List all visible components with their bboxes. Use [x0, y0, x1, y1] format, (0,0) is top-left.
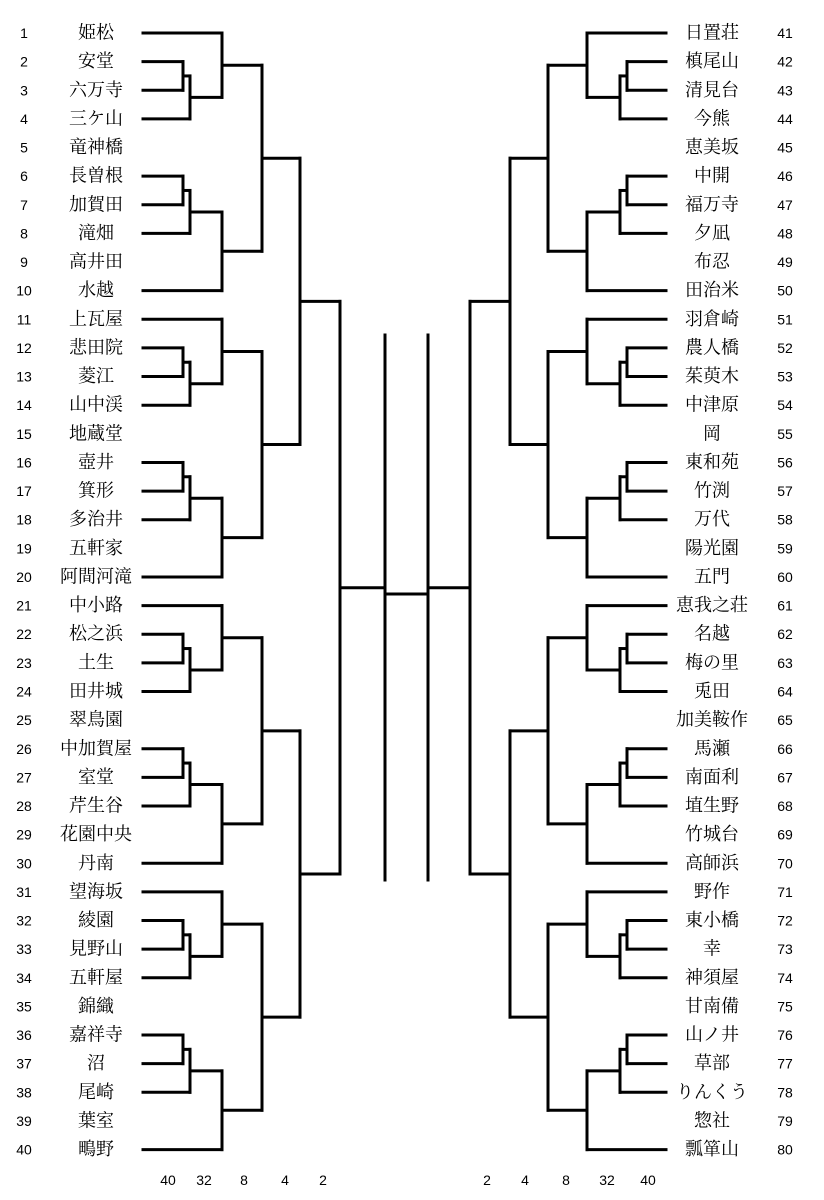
- team-name: 五軒家: [69, 537, 123, 559]
- team-name: 梅の里: [685, 652, 739, 674]
- team-name: 羽倉崎: [685, 308, 739, 330]
- team-name: 花園中央: [60, 824, 132, 846]
- seed-number: 40: [16, 1141, 32, 1158]
- seed-number: 59: [777, 540, 793, 557]
- team-name: 松之浜: [69, 623, 123, 645]
- team-name: 農人橋: [685, 337, 739, 359]
- seed-number: 26: [16, 740, 32, 757]
- team-name: 中加賀屋: [60, 738, 132, 760]
- team-name: 茱萸木: [685, 366, 739, 388]
- seed-number: 73: [777, 941, 793, 958]
- team-name: 山ノ井: [685, 1024, 739, 1046]
- team-name: 芹生谷: [69, 795, 123, 817]
- seed-number: 77: [777, 1055, 793, 1072]
- team-name: 望海坂: [69, 881, 123, 903]
- seed-number: 80: [777, 1141, 793, 1158]
- seed-number: 42: [777, 53, 793, 70]
- team-name: 鴫野: [78, 1139, 114, 1161]
- team-name: 日置荘: [685, 22, 739, 44]
- seed-number: 30: [16, 855, 32, 872]
- team-name: 箕形: [78, 480, 114, 502]
- seed-number: 50: [777, 282, 793, 299]
- seed-number: 20: [16, 568, 32, 585]
- seed-number: 69: [777, 826, 793, 843]
- round-label: 4: [521, 1172, 529, 1188]
- seed-number: 67: [777, 769, 793, 786]
- seed-number: 65: [777, 712, 793, 729]
- seed-number: 1: [20, 25, 28, 41]
- team-name: 地蔵堂: [69, 423, 123, 445]
- team-name: 瓢箪山: [685, 1139, 739, 1161]
- seed-number: 49: [777, 254, 793, 271]
- seed-number: 79: [777, 1112, 793, 1129]
- round-label: 4: [281, 1172, 289, 1188]
- seed-number: 58: [777, 511, 793, 528]
- seed-number: 32: [16, 912, 32, 929]
- seed-number: 68: [777, 798, 793, 815]
- seed-number: 22: [16, 626, 32, 643]
- team-name: 高井田: [69, 251, 123, 273]
- round-label: 8: [240, 1172, 248, 1188]
- team-name: 埴生野: [685, 795, 739, 817]
- round-label: 2: [319, 1172, 327, 1188]
- seed-number: 17: [16, 483, 32, 500]
- team-name: 室堂: [78, 766, 114, 788]
- seed-number: 4: [20, 110, 28, 127]
- seed-number: 13: [16, 368, 32, 385]
- seed-number: 31: [16, 883, 32, 900]
- team-name: 加美鞍作: [676, 709, 748, 731]
- team-name: 上瓦屋: [69, 308, 123, 330]
- seed-number: 56: [777, 454, 793, 471]
- seed-number: 28: [16, 798, 32, 815]
- seed-number: 33: [16, 941, 32, 958]
- seed-number: 62: [777, 626, 793, 643]
- team-name: 神須屋: [685, 967, 739, 989]
- seed-number: 25: [16, 712, 32, 729]
- seed-number: 11: [16, 311, 32, 328]
- seed-number: 16: [16, 454, 32, 471]
- team-name: 中小路: [69, 595, 123, 617]
- round-label: 40: [160, 1172, 176, 1188]
- seed-number: 34: [16, 969, 32, 986]
- seed-number: 19: [16, 540, 32, 557]
- team-name: 三ケ山: [69, 108, 123, 130]
- team-name: 南面利: [685, 766, 739, 788]
- seed-number: 45: [777, 139, 793, 156]
- seed-number: 10: [16, 282, 32, 299]
- seed-number: 71: [777, 883, 793, 900]
- seed-number: 21: [16, 597, 32, 614]
- team-name: 高師浜: [685, 852, 739, 874]
- seed-number: 48: [777, 225, 793, 242]
- team-name: 見野山: [69, 938, 123, 960]
- team-name: 草部: [694, 1053, 730, 1075]
- team-name: 竜神橋: [69, 137, 123, 159]
- team-name: 加賀田: [69, 194, 123, 216]
- seed-number: 52: [777, 339, 793, 356]
- team-name: 長曽根: [69, 165, 123, 187]
- team-name: 丹南: [78, 852, 114, 874]
- team-name: 槙尾山: [685, 51, 739, 73]
- seed-number: 57: [777, 483, 793, 500]
- seed-number: 15: [16, 425, 32, 442]
- seed-number: 63: [777, 654, 793, 671]
- team-name: 水越: [78, 280, 114, 302]
- seed-number: 12: [16, 339, 32, 356]
- seed-number: 43: [777, 82, 793, 99]
- round-label: 32: [599, 1172, 615, 1188]
- team-name: 野作: [694, 881, 730, 903]
- team-name: 竹城台: [685, 824, 739, 846]
- team-name: 葉室: [78, 1110, 114, 1132]
- seed-number: 41: [777, 25, 793, 41]
- team-name: 五門: [694, 566, 730, 588]
- team-name: 福万寺: [685, 194, 739, 216]
- seed-number: 7: [20, 196, 28, 213]
- team-name: 恵美坂: [685, 137, 739, 159]
- team-name: 陽光園: [685, 537, 739, 559]
- team-name: 翠鳥園: [69, 709, 123, 731]
- seed-number: 64: [777, 683, 793, 700]
- team-name: 壺井: [78, 451, 114, 473]
- team-name: 東小橋: [685, 910, 739, 932]
- seed-number: 70: [777, 855, 793, 872]
- seed-number: 27: [16, 769, 32, 786]
- seed-number: 38: [16, 1084, 32, 1101]
- team-name: 山中渓: [69, 394, 123, 416]
- team-name: 多治井: [69, 509, 123, 531]
- seed-number: 78: [777, 1084, 793, 1101]
- team-name: 岡: [703, 423, 721, 445]
- seed-number: 61: [777, 597, 793, 614]
- team-name: 中津原: [685, 394, 739, 416]
- team-name: 布忍: [694, 251, 730, 273]
- seed-number: 39: [16, 1112, 32, 1129]
- seed-number: 55: [777, 425, 793, 442]
- team-name: 馬瀬: [694, 738, 730, 760]
- team-name: 綾園: [78, 910, 114, 932]
- seed-number: 37: [16, 1055, 32, 1072]
- seed-number: 2: [20, 53, 28, 70]
- seed-number: 60: [777, 568, 793, 585]
- team-name: 田治米: [685, 280, 739, 302]
- round-label: 2: [483, 1172, 491, 1188]
- team-name: 竹渕: [694, 480, 730, 502]
- seed-number: 23: [16, 654, 32, 671]
- seed-number: 51: [777, 311, 793, 328]
- team-name: 田井城: [69, 680, 123, 702]
- team-name: 六万寺: [69, 79, 123, 101]
- team-name: 幸: [703, 938, 721, 960]
- team-name: 嘉祥寺: [69, 1024, 123, 1046]
- seed-number: 8: [20, 225, 28, 242]
- team-name: 恵我之荘: [676, 595, 748, 617]
- seed-number: 36: [16, 1027, 32, 1044]
- team-name: 名越: [694, 623, 730, 645]
- team-name: 清見台: [685, 79, 739, 101]
- team-name: 今熊: [694, 108, 730, 130]
- team-name: 安堂: [78, 51, 114, 73]
- seed-number: 72: [777, 912, 793, 929]
- team-name: 尾崎: [78, 1081, 114, 1103]
- seed-number: 3: [20, 82, 28, 99]
- seed-number: 44: [777, 110, 793, 127]
- team-name: 滝畑: [78, 222, 114, 244]
- team-name: 夕凪: [694, 222, 730, 244]
- seed-number: 24: [16, 683, 32, 700]
- seed-number: 6: [20, 168, 28, 185]
- team-name: 錦織: [78, 995, 114, 1017]
- seed-number: 53: [777, 368, 793, 385]
- seed-number: 76: [777, 1027, 793, 1044]
- team-name: 阿間河滝: [60, 566, 132, 588]
- team-name: りんくう: [676, 1081, 748, 1103]
- team-name: 兎田: [694, 680, 730, 702]
- seed-number: 5: [20, 139, 28, 156]
- team-name: 中開: [694, 165, 730, 187]
- team-name: 姫松: [78, 22, 114, 44]
- round-label: 32: [196, 1172, 212, 1188]
- seed-number: 29: [16, 826, 32, 843]
- seed-number: 9: [20, 254, 28, 271]
- seed-number: 14: [16, 397, 32, 414]
- seed-number: 47: [777, 196, 793, 213]
- team-name: 土生: [78, 652, 114, 674]
- seed-number: 18: [16, 511, 32, 528]
- team-name: 甘南備: [685, 995, 739, 1017]
- seed-number: 54: [777, 397, 793, 414]
- bracket-lines: [143, 33, 666, 1150]
- team-name: 菱江: [78, 366, 114, 388]
- bracket-labels: [16, 23, 793, 1189]
- team-name: 五軒屋: [69, 967, 123, 989]
- seed-number: 66: [777, 740, 793, 757]
- team-name: 悲田院: [69, 337, 123, 359]
- seed-number: 46: [777, 168, 793, 185]
- team-name: 東和苑: [685, 451, 739, 473]
- seed-number: 75: [777, 998, 793, 1015]
- round-label: 40: [640, 1172, 656, 1188]
- seed-number: 35: [16, 998, 32, 1015]
- team-name: 万代: [694, 509, 730, 531]
- seed-number: 74: [777, 969, 793, 986]
- team-name: 惣社: [694, 1110, 730, 1132]
- round-label: 8: [562, 1172, 570, 1188]
- team-name: 沼: [87, 1053, 105, 1075]
